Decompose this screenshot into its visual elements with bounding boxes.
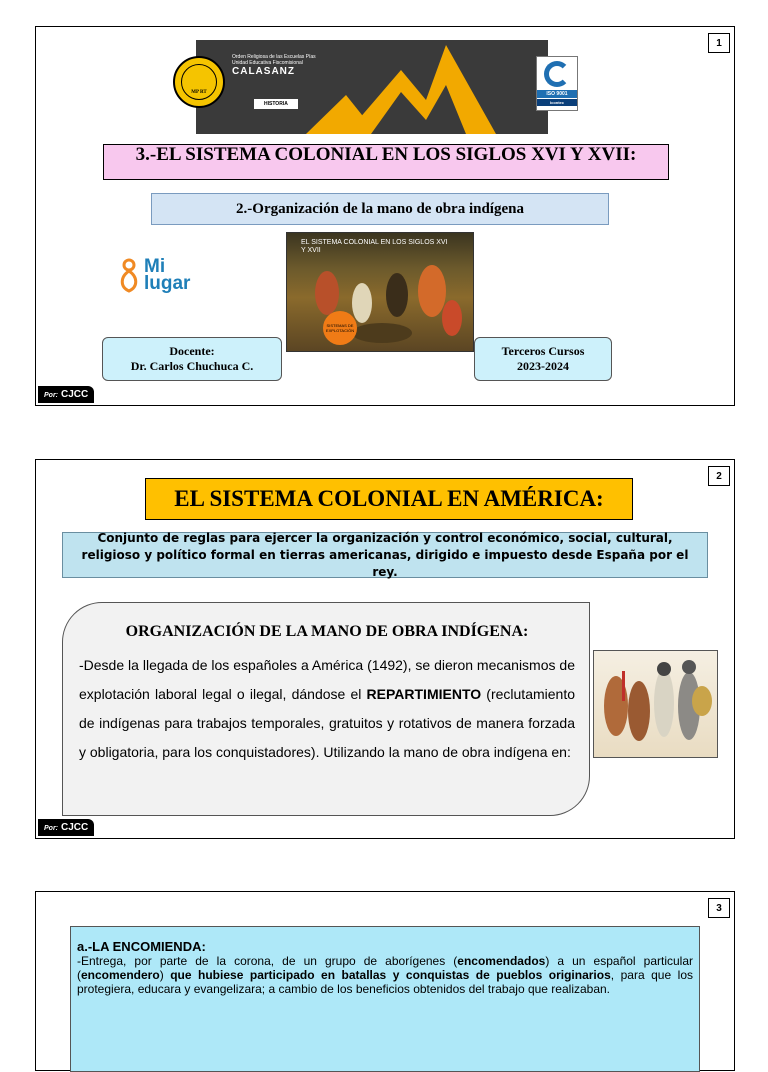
painting-title: EL SISTEMA COLONIAL EN LOS SIGLOS XVI Y XVII — [301, 239, 448, 254]
slide-subtitle: 2.-Organización de la mano de obra indígena — [151, 193, 609, 225]
banner-tag: HISTORIA — [254, 99, 298, 109]
content-card — [62, 602, 590, 816]
cover-painting — [286, 232, 474, 352]
location-pin-icon — [118, 257, 140, 293]
course-years: 2023-2024 — [517, 359, 569, 373]
iso-brand: Icontec — [537, 99, 577, 106]
milugar-logo — [118, 253, 214, 297]
banner-school-name: CALASANZ — [232, 66, 295, 77]
milugar-word-2: lugar — [144, 273, 191, 294]
text-part: , para que los protegiera, educara y evangelizara; a cambio de los beneficios obtenidos del trabajo que realizaban. — [77, 968, 693, 996]
card-text-part: -Desde la llegada de los españoles a América (1492), se dieron mecanismos de explotación laboral legal o ilegal, dándose el — [79, 657, 575, 702]
teacher-label: Docente: — [169, 344, 215, 358]
seal-text: MP RT — [191, 90, 207, 95]
author-prefix: Por: — [44, 825, 58, 832]
author-name: CJCC — [61, 822, 89, 833]
definition-box: Conjunto de reglas para ejercer la organización y control económico, social, cultural, religioso y político formal en tierras americanas, dirigido e impuesto desde España por el rey. — [62, 532, 708, 578]
text-part: ) — [159, 968, 171, 982]
author-badge — [38, 386, 94, 403]
bold-term: encomendados — [457, 954, 546, 968]
course-box — [474, 337, 612, 381]
iso-label: ISO 9001 — [537, 90, 577, 98]
slide-3 — [35, 891, 735, 1071]
iso-c-icon — [544, 61, 570, 87]
course-label: Terceros Cursos — [501, 344, 585, 358]
card-text — [79, 651, 575, 767]
encomienda-box — [70, 926, 700, 1072]
iso-certification-logo — [536, 56, 578, 111]
slide-title: EL SISTEMA COLONIAL EN AMÉRICA: — [145, 478, 633, 520]
teacher-name: Dr. Carlos Chuchuca C. — [130, 359, 254, 373]
school-banner — [196, 40, 548, 134]
card-text-part: (reclutamiento de indígenas para trabajos temporales, gratuitos y rotativos de manera forzada y obligatoria, para los conquistadores). Utilizando la mano de obra indígena en: — [79, 686, 576, 760]
slide-number: 3 — [708, 898, 730, 918]
author-name: CJCC — [61, 389, 89, 400]
slide-number: 2 — [708, 466, 730, 486]
conquistadors-illustration — [593, 650, 718, 758]
painting-badge: SISTEMAS DE EXPLOTACIÓN — [323, 311, 357, 345]
card-bold-term: REPARTIMIENTO — [366, 686, 482, 702]
school-seal-icon — [173, 56, 225, 108]
text-part: ) a un español particular ( — [77, 954, 694, 982]
encomienda-text — [77, 954, 693, 996]
bold-term: encomendero — [81, 968, 160, 982]
slide-1 — [35, 26, 735, 406]
author-badge — [38, 819, 94, 836]
author-prefix: Por: — [44, 392, 58, 399]
banner-small-text: Orden Religiosa de las Escuelas Pías Unidad Educativa Fiscomisional — [232, 54, 316, 66]
slide-title: 3.-EL SISTEMA COLONIAL EN LOS SIGLOS XVI Y XVII: — [103, 144, 669, 180]
milugar-word-1: Mi — [144, 256, 166, 277]
teacher-box — [102, 337, 282, 381]
encomienda-heading: a.-LA ENCOMIENDA: — [77, 939, 206, 954]
slide-number: 1 — [708, 33, 730, 53]
conquistadors-image — [594, 651, 718, 758]
card-title: ORGANIZACIÓN DE LA MANO DE OBRA INDÍGENA: — [125, 623, 529, 640]
bold-term: que hubiese participado en batallas y conquistas de pueblos originarios — [170, 968, 611, 982]
text-part: -Entrega, por parte de la corona, de un grupo de aborígenes ( — [77, 954, 458, 968]
slide-2 — [35, 459, 735, 839]
